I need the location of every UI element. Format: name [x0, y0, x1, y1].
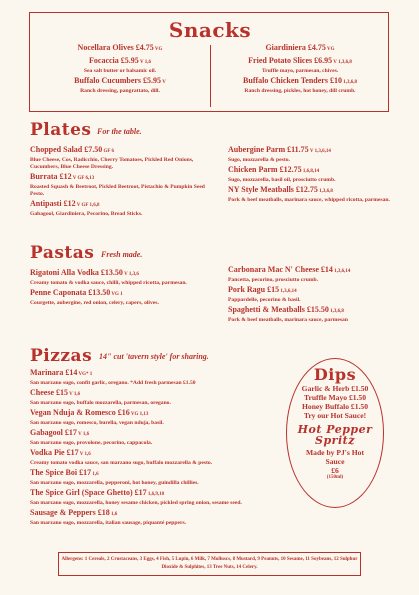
menu-item-line	[30, 488, 285, 500]
menu-item-line	[35, 56, 205, 68]
menu-item-line	[30, 368, 285, 380]
menu-item	[215, 56, 385, 75]
menu-item-price: £12	[57, 172, 72, 181]
pastas-title: Pastas	[30, 243, 95, 263]
menu-item-tags: V 1,6	[68, 392, 81, 397]
hot-sauce-price: £6	[331, 466, 339, 475]
menu-item-tags: VG	[153, 47, 163, 52]
menu-item-name: Penne Caponata	[30, 288, 87, 297]
menu-item	[228, 145, 418, 164]
menu-item-name: Buffalo Cucumbers	[74, 76, 142, 85]
menu-item-name: Gabagool	[30, 428, 63, 437]
dip-item: Honey Buffalo £1.50	[301, 402, 369, 411]
menu-item	[35, 43, 205, 55]
menu-item-description: Roasted Squash & Beetroot, Pickled Beetroot, Pistachio & Pumpkin Seed Pesto.	[30, 184, 205, 197]
menu-item-price: £17	[132, 488, 147, 497]
menu-item	[30, 508, 285, 527]
menu-item-line	[215, 43, 385, 55]
menu-item	[228, 285, 418, 304]
menu-item-name: Aubergine Parm	[228, 145, 286, 154]
menu-item-price: £13.50	[98, 268, 123, 277]
menu-item-name: Buffalo Chicken Tenders	[243, 76, 328, 85]
menu-item-name: Carbonara Mac N' Cheese	[228, 265, 319, 274]
menu-item-line	[30, 145, 220, 157]
plates-right-column	[228, 145, 418, 205]
menu-item-line	[215, 76, 385, 88]
menu-item-line	[30, 508, 285, 520]
menu-item	[30, 488, 285, 507]
dip-item: Garlic & Herb £1.50	[301, 384, 369, 393]
menu-item-tags: 1,3,6,14	[279, 289, 297, 294]
menu-item-tags: V 1,6	[138, 60, 151, 65]
menu-item	[30, 288, 220, 307]
menu-item-tags: V 1,6	[78, 452, 91, 457]
menu-item-description: Pork & beef meatballs, marinara sauce, parmesan	[228, 317, 348, 323]
menu-item-line	[35, 76, 205, 88]
menu-item	[228, 185, 418, 204]
menu-item-description: Sea salt butter or balsamic oil.	[83, 68, 157, 74]
menu-item-description: Gabagool, Giardiniera, Pecorino, Bread Sticks.	[30, 211, 143, 217]
menu-item-line	[228, 185, 418, 197]
menu-item-tags: VG 1	[110, 292, 123, 297]
menu-item-description: San marzano sugo, mozzarella, italian sausage, piquanté peppers.	[30, 520, 187, 526]
menu-item-line	[215, 56, 385, 68]
menu-item	[30, 368, 285, 387]
pizzas-title: Pizzas	[30, 346, 93, 366]
menu-item-description: Courgette, aubergine, red onion, celery, capers, olives.	[30, 300, 159, 306]
pizzas-list	[30, 368, 285, 528]
menu-item-price: £15.50	[304, 305, 329, 314]
dips-title: Dips	[313, 365, 357, 384]
menu-item-line	[30, 172, 220, 184]
pastas-right-column	[228, 265, 418, 325]
menu-item-line	[228, 165, 418, 177]
menu-item-description: Sugo, mozzarella, basil oil, prosciutto crumb.	[228, 177, 336, 183]
menu-item-name: Fried Potato Slices	[248, 56, 313, 65]
menu-item	[228, 165, 418, 184]
menu-item	[30, 428, 285, 447]
menu-item-name: Rigatoni Alla Vodka	[30, 268, 99, 277]
menu-item-name: Antipasti	[30, 199, 62, 208]
menu-item	[30, 408, 285, 427]
menu-item-line	[228, 305, 418, 317]
menu-item-description: Ranch dressing, pangrattato, dill.	[80, 88, 160, 94]
menu-item-tags: V 1,3,6,8	[332, 60, 352, 65]
menu-item-line	[30, 288, 220, 300]
menu-item	[215, 43, 385, 55]
menu-item-name: The Spice Girl (Space Ghetto)	[30, 488, 133, 497]
menu-item-name: Chopped Salad	[30, 145, 83, 154]
menu-item-price: £15	[265, 285, 280, 294]
menu-item-line	[228, 145, 418, 157]
menu-item-line	[30, 199, 220, 211]
menu-item-tags: V GF 1,6,8	[75, 203, 100, 208]
menu-item-tags: 1,3,6,8	[341, 80, 357, 85]
menu-item-price: £17	[62, 428, 77, 437]
menu-item-line	[228, 285, 418, 297]
hot-sauce-cta: Try our Hot Sauce!	[303, 411, 367, 420]
hot-sauce-size: (150ml)	[326, 475, 344, 480]
menu-item-price: £12.75	[277, 165, 302, 174]
menu-item	[30, 145, 220, 171]
menu-item-description: Truffle mayo, parmesan, chives.	[261, 68, 339, 74]
menu-item-name: Marinara	[30, 368, 64, 377]
menu-item-tags: 1,3,6,14	[332, 269, 351, 274]
menu-item-price: £11.75	[285, 145, 309, 154]
menu-item-price: £17	[64, 448, 79, 457]
menu-item-description: San marzano sugo, mozzarella, honey sesame chicken, pickled spring onion, sesame seed.	[30, 500, 242, 506]
allergens-box: Allergens: 1 Cereals, 2 Crustaceans, 3 Eggs, 4 Fish, 5 Lupin, 6 Milk, 7 Molluscs, 8 Mustard, 9 Peanuts, 10 Sesame, 11 Soybeans, 12 Sulphur Dioxide & Sulphites, 13 Tree Nuts, 14 Celery.	[58, 552, 361, 576]
menu-item-description: San marzano sugo, confit garlic, oregano. *Add fresh parmesan £1.50	[30, 380, 196, 386]
menu-item-tags: V 1,3,6,14	[308, 149, 331, 154]
menu-item-price: £18	[95, 508, 110, 517]
menu-item-name: Cheese	[30, 388, 54, 397]
menu-item-name: Spaghetti & Meatballs	[228, 305, 305, 314]
menu-item-tags: 1,3,6,8	[328, 309, 344, 314]
menu-item-tags: 1,6	[91, 472, 99, 477]
menu-item-price: £14	[318, 265, 333, 274]
menu-item-tags: 1,6,9,10	[146, 492, 165, 497]
menu-item-line	[30, 388, 285, 400]
menu-item-price: £7.50	[82, 145, 103, 154]
snacks-box	[29, 12, 389, 112]
pastas-subtitle: Fresh made.	[101, 250, 143, 259]
menu-item-price: £15	[54, 388, 68, 397]
menu-item-line	[30, 428, 285, 440]
plates-subtitle: For the table.	[97, 127, 142, 136]
menu-item-tags: V 1,3,6	[122, 272, 139, 277]
menu-item-line	[30, 408, 285, 420]
menu-item-tags: 1,3,6,8	[317, 189, 333, 194]
hot-sauce-maker: Made by PJ's Hot Sauce	[305, 448, 364, 466]
menu-item-tags: 1,6	[109, 512, 118, 517]
dips-oval	[286, 358, 384, 508]
menu-item-tags: VG 1,13	[129, 412, 149, 417]
plates-left-column	[30, 145, 220, 219]
menu-item-description: Blue Cheese, Cos, Radicchio, Cherry Tomatoes, Pickled Red Onions, Cucumbers, Blue Cheese Dressing.	[30, 157, 194, 170]
dips-list	[287, 384, 383, 411]
hot-pepper-spritz-logo: Hot Pepper Spritz	[297, 423, 373, 447]
menu-item-tags: 1,6,8,14	[301, 169, 320, 174]
menu-item-name: Burrata	[30, 172, 58, 181]
menu-item-name: Giardiniera	[265, 43, 306, 52]
menu-item-description: Creamy tomato vodka sauce, san marzano sugo, buffalo mozzarella & pesto.	[30, 460, 213, 466]
menu-item-name: Nocellara Olives	[77, 43, 134, 52]
menu-item	[228, 305, 418, 324]
menu-item-description: Ranch dressing, pickles, hot honey, dill crumb.	[244, 88, 356, 94]
menu-item-name: Vegan Nduja & Romesco	[30, 408, 116, 417]
menu-item-description: San marzano sugo, mozzarella, pepperoni, hot honey, guindilla chillies.	[30, 480, 199, 486]
menu-item-description: San marzano sugo, provolone, pecorino, cappacola.	[30, 440, 153, 446]
menu-item-price: £12	[61, 199, 76, 208]
menu-item-price: £13.50	[86, 288, 111, 297]
menu-item-line	[35, 43, 205, 55]
snacks-left-column	[35, 43, 205, 96]
menu-item	[228, 265, 418, 284]
menu-item-tags: V	[161, 80, 166, 85]
menu-item-price: £12.75	[293, 185, 318, 194]
menu-item-price: £17	[77, 468, 92, 477]
menu-item	[30, 388, 285, 407]
snacks-divider	[210, 45, 211, 107]
menu-item-tags: VG	[325, 47, 335, 52]
menu-item-name: NY Style Meatballs	[228, 185, 294, 194]
menu-item-price: £16	[115, 408, 130, 417]
menu-item-price: £6.95	[312, 56, 333, 65]
menu-item-price: £10	[327, 76, 342, 85]
menu-item-price: £4.75	[133, 43, 154, 52]
menu-item-description: Pappardelle, pecorino & basil.	[228, 297, 301, 303]
menu-item-tags: GF 6	[102, 149, 115, 154]
menu-item	[30, 448, 285, 467]
menu-item-description: Pork & beef meatballs, marinara sauce, whipped ricotta, parmesan.	[228, 197, 390, 203]
dip-item: Truffle Mayo £1.50	[303, 393, 367, 402]
menu-item-tags: V 1,6	[76, 432, 90, 437]
menu-item-name: Focaccia	[89, 56, 119, 65]
menu-item-description: Sugo, mozzarella & pesto.	[228, 157, 290, 163]
menu-item	[30, 172, 220, 198]
snacks-title: Snacks	[168, 18, 252, 42]
menu-item-name: Vodka Pie	[30, 448, 65, 457]
pastas-left-column	[30, 268, 220, 308]
menu-item-price: £5.95	[141, 76, 162, 85]
menu-item-price: £14	[63, 368, 78, 377]
menu-item-line	[228, 265, 418, 277]
menu-item	[35, 76, 205, 95]
menu-item	[35, 56, 205, 75]
menu-item-name: Sausage & Peppers	[30, 508, 96, 517]
menu-item-line	[30, 268, 220, 280]
menu-item-line	[30, 468, 285, 480]
plates-title: Plates	[30, 120, 92, 140]
menu-item-name: Pork Ragu	[228, 285, 266, 294]
menu-item-line	[30, 448, 285, 460]
snacks-right-column	[215, 43, 385, 96]
menu-item-tags: VG* 1	[77, 372, 93, 377]
pizzas-subtitle: 14" cut 'tavern style' for sharing.	[99, 352, 209, 361]
menu-item	[30, 468, 285, 487]
menu-item-description: Creamy tomato & vodka sauce, chilli, whipped ricotta, parmesan.	[30, 280, 187, 286]
menu-item-description: San marzano sugo, romesco, burella, vegan nduja, basil.	[30, 420, 164, 426]
menu-item-name: The Spice Boi	[30, 468, 78, 477]
menu-item-price: £4.75	[305, 43, 326, 52]
menu-item-price: £5.95	[118, 56, 139, 65]
menu-item-tags: V GF 6,13	[71, 176, 95, 181]
menu-item	[30, 268, 220, 287]
menu-item-description: San marzano sugo, buffalo mozzarella, parmesan, oregano.	[30, 400, 171, 406]
menu-item	[215, 76, 385, 95]
menu-item	[30, 199, 220, 218]
menu-item-name: Chicken Parm	[228, 165, 278, 174]
menu-item-description: Pancetta, pecorino, prosciutto crumb.	[228, 277, 319, 283]
